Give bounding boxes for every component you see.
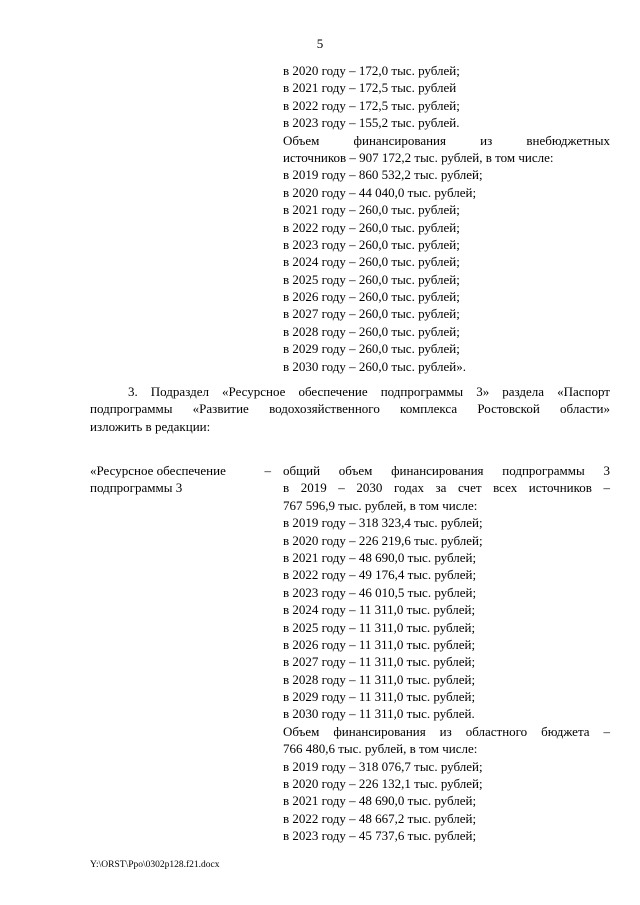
- paragraph-3-line: 3. Подраздел «Ресурсное обеспечение подпрограммы 3» раздела «Паспорт: [128, 384, 610, 399]
- funding-line: в 2020 году – 44 040,0 тыс. рублей;: [283, 184, 477, 200]
- funding-line: в 2030 году – 260,0 тыс. рублей».: [283, 358, 466, 374]
- funding-line: в 2029 году – 260,0 тыс. рублей;: [283, 341, 460, 357]
- funding-line: в 2025 году – 260,0 тыс. рублей;: [283, 271, 460, 287]
- total-funding-line: в 2019 – 2030 годах за счет всех источников –: [283, 480, 610, 496]
- funding-line: в 2022 году – 172,5 тыс. рублей;: [283, 97, 460, 113]
- resource-label-text: «Ресурсное обеспечение: [90, 463, 226, 478]
- funding-line: в 2023 году – 46 010,5 тыс. рублей;: [283, 584, 477, 600]
- funding-line: в 2026 году – 260,0 тыс. рублей;: [283, 289, 460, 305]
- funding-line: в 2028 году – 260,0 тыс. рублей;: [283, 323, 460, 339]
- page-number: 5: [316, 36, 324, 51]
- funding-line: в 2023 году – 155,2 тыс. рублей.: [283, 115, 460, 131]
- funding-line: в 2020 году – 172,0 тыс. рублей;: [283, 63, 460, 78]
- resource-label-text: подпрограммы 3: [90, 480, 183, 496]
- funding-line: в 2027 году – 260,0 тыс. рублей;: [283, 306, 460, 322]
- funding-line: в 2022 году – 260,0 тыс. рублей;: [283, 219, 460, 235]
- funding-line: в 2022 году – 49 176,4 тыс. рублей;: [283, 567, 477, 583]
- funding-line: в 2029 году – 11 311,0 тыс. рублей;: [283, 689, 476, 705]
- funding-line: в 2019 году – 318 323,4 тыс. рублей;: [283, 515, 483, 531]
- funding-line: в 2021 году – 48 690,0 тыс. рублей;: [283, 549, 477, 565]
- funding-line: в 2025 году – 11 311,0 тыс. рублей;: [283, 619, 476, 635]
- resource-label-dash: –: [264, 463, 271, 478]
- extrabudgetary-heading-cont: источников – 907 172,2 тыс. рублей, в том числе:: [283, 149, 554, 165]
- funding-line: в 2024 году – 260,0 тыс. рублей;: [283, 254, 460, 270]
- funding-line: в 2024 году – 11 311,0 тыс. рублей;: [283, 602, 476, 618]
- funding-line: в 2021 году – 260,0 тыс. рублей;: [283, 202, 460, 218]
- funding-line: в 2020 году – 226 132,1 тыс. рублей;: [283, 776, 483, 792]
- funding-line: в 2023 году – 260,0 тыс. рублей;: [283, 236, 460, 252]
- funding-line: в 2023 году – 45 737,6 тыс. рублей;: [283, 828, 477, 844]
- regional-heading: Объем финансирования из областного бюджета –: [283, 723, 610, 739]
- top-funding-block: [283, 62, 610, 375]
- resource-label: [90, 462, 285, 497]
- total-funding-line: 767 596,9 тыс. рублей, в том числе:: [283, 497, 478, 513]
- bottom-funding-block: [283, 462, 610, 845]
- paragraph-3-line: подпрограммы «Развитие водохозяйственного комплекса Ростовской области»: [90, 401, 610, 417]
- funding-line: в 2020 году – 226 219,6 тыс. рублей;: [283, 532, 483, 548]
- funding-line: в 2022 году – 48 667,2 тыс. рублей;: [283, 810, 477, 826]
- regional-heading-cont: 766 480,6 тыс. рублей, в том числе:: [283, 741, 478, 757]
- funding-line: в 2026 году – 11 311,0 тыс. рублей;: [283, 636, 476, 652]
- funding-line: в 2027 году – 11 311,0 тыс. рублей;: [283, 654, 476, 670]
- funding-line: в 2030 году – 11 311,0 тыс. рублей.: [283, 706, 475, 722]
- funding-line: в 2021 году – 48 690,0 тыс. рублей;: [283, 793, 477, 809]
- funding-line: в 2019 году – 318 076,7 тыс. рублей;: [283, 758, 483, 774]
- funding-line: в 2021 году – 172,5 тыс. рублей: [283, 80, 457, 96]
- total-funding-line: общий объем финансирования подпрограммы 3: [283, 463, 610, 478]
- funding-line: в 2019 году – 860 532,2 тыс. рублей;: [283, 167, 483, 183]
- funding-line: в 2028 году – 11 311,0 тыс. рублей;: [283, 671, 476, 687]
- extrabudgetary-heading: Объем финансирования из внебюджетных: [283, 132, 610, 148]
- paragraph-3: [90, 383, 610, 435]
- paragraph-3-line: изложить в редакции:: [90, 418, 211, 434]
- footer-file-path: Y:\ORST\Ppo\0302p128.f21.docx: [90, 860, 220, 870]
